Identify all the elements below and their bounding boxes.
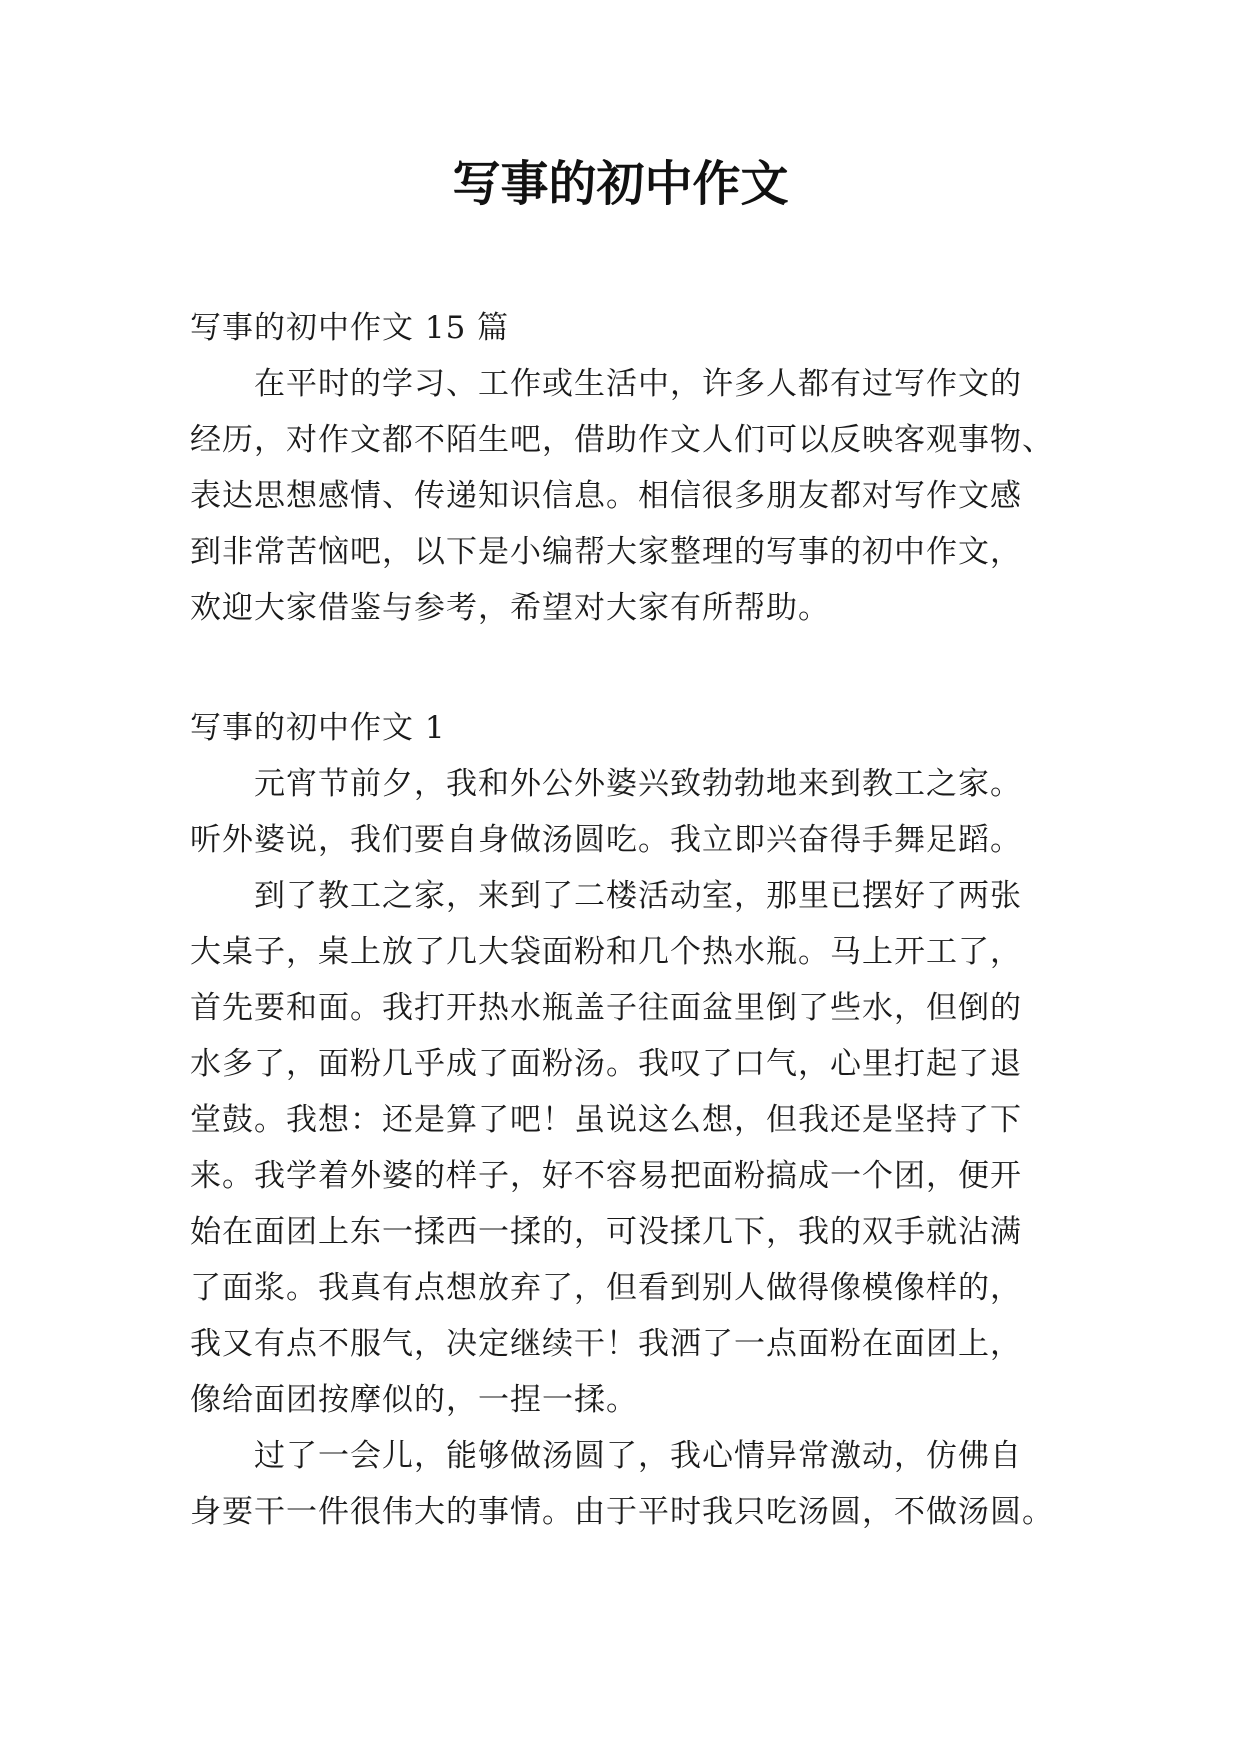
- essay-paragraph-2: [190, 868, 1070, 1428]
- paragraph-line: 始在面团上东一揉西一揉的，可没揉几下，我的双手就沾满: [190, 1214, 1022, 1250]
- paragraph-line: 身要干一件很伟大的事情。由于平时我只吃汤圆，不做汤圆。: [190, 1494, 1054, 1530]
- intro-line: 欢迎大家借鉴与参考，希望对大家有所帮助。: [190, 590, 830, 626]
- paragraph-line: 首先要和面。我打开热水瓶盖子往面盆里倒了些水，但倒的: [190, 990, 1022, 1026]
- essay-paragraph-1: [190, 756, 1070, 868]
- paragraph-line: 大桌子，桌上放了几大袋面粉和几个热水瓶。马上开工了，: [190, 934, 1022, 970]
- essay-section: [190, 700, 1070, 1540]
- intro-line: 表达思想感情、传递知识信息。相信很多朋友都对写作文感: [190, 478, 1022, 514]
- paragraph-line: 了面浆。我真有点想放弃了，但看到别人做得像模像样的，: [190, 1270, 1022, 1306]
- paragraph-line: 我又有点不服气，决定继续干！我洒了一点面粉在面团上，: [190, 1326, 1022, 1362]
- paragraph-line: 过了一会儿，能够做汤圆了，我心情异常激动，仿佛自: [254, 1438, 1022, 1474]
- paragraph-line: 水多了，面粉几乎成了面粉汤。我叹了口气，心里打起了退: [190, 1046, 1022, 1082]
- intro-paragraph: [190, 356, 1070, 636]
- essay-paragraph-3: [190, 1428, 1070, 1540]
- intro-line: 到非常苦恼吧，以下是小编帮大家整理的写事的初中作文，: [190, 534, 1022, 570]
- paragraph-line: 听外婆说，我们要自身做汤圆吃。我立即兴奋得手舞足蹈。: [190, 822, 1022, 858]
- intro-section: [190, 300, 1070, 636]
- intro-line: 经历，对作文都不陌生吧，借助作文人们可以反映客观事物、: [190, 422, 1054, 458]
- paragraph-line: 像给面团按摩似的，一捏一揉。: [190, 1382, 638, 1418]
- document-title: 写事的初中作文: [452, 156, 789, 212]
- paragraph-line: 元宵节前夕，我和外公外婆兴致勃勃地来到教工之家。: [254, 766, 1022, 802]
- essay-heading: 写事的初中作文 1: [190, 710, 446, 746]
- collection-heading: 写事的初中作文 15 篇: [190, 310, 510, 346]
- paragraph-line: 到了教工之家，来到了二楼活动室，那里已摆好了两张: [254, 878, 1022, 914]
- intro-line: 在平时的学习、工作或生活中，许多人都有过写作文的: [254, 366, 1022, 402]
- paragraph-line: 堂鼓。我想：还是算了吧！虽说这么想，但我还是坚持了下: [190, 1102, 1022, 1138]
- paragraph-line: 来。我学着外婆的样子，好不容易把面粉搞成一个团，便开: [190, 1158, 1022, 1194]
